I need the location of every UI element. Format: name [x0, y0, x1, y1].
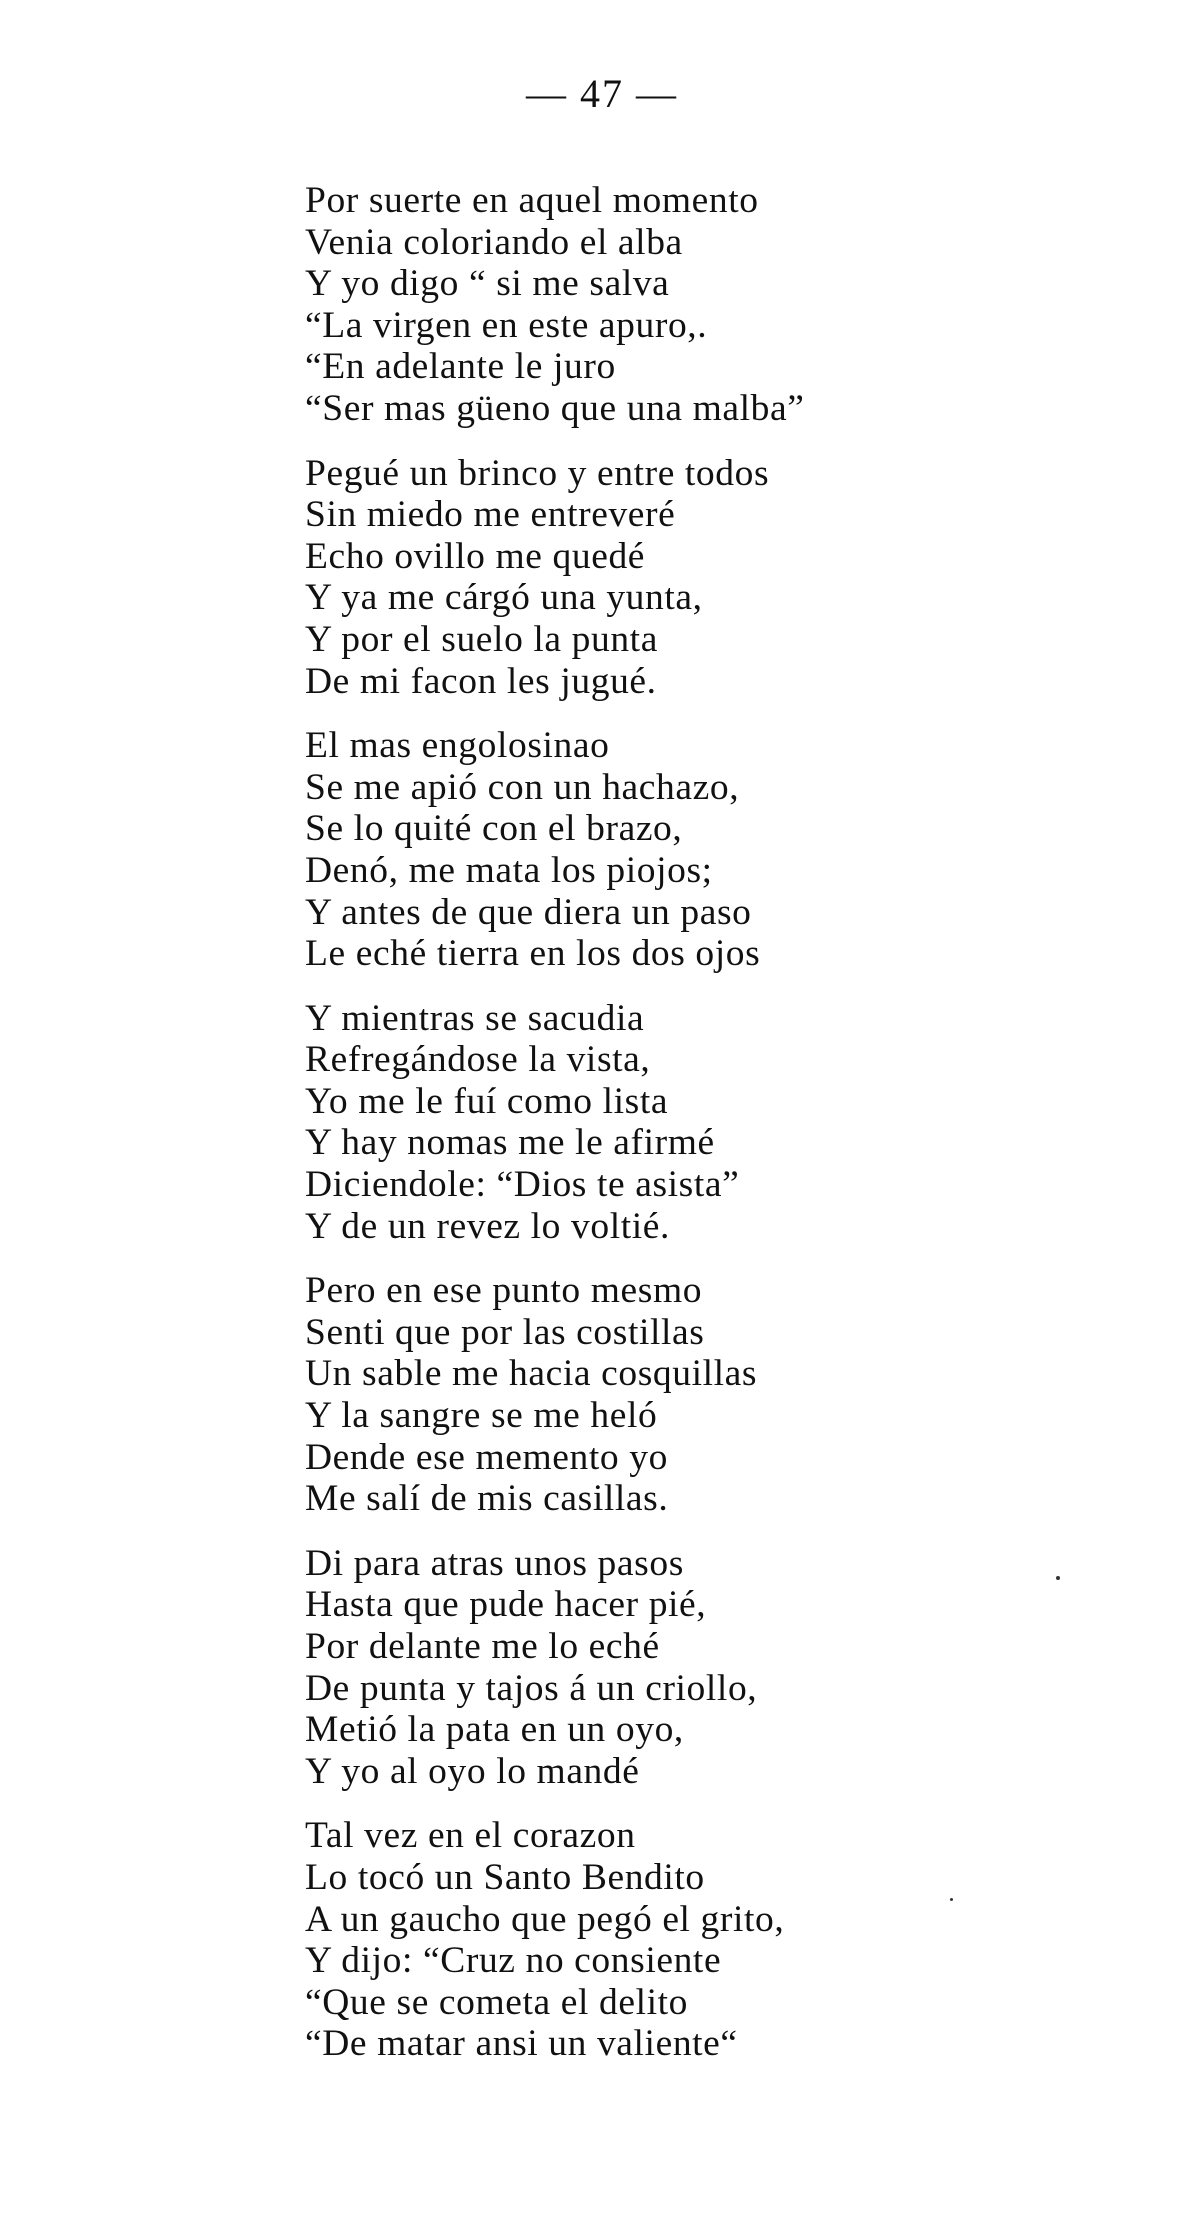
verse-line: Echo ovillo me quedé — [305, 535, 646, 577]
verse-line: Denó, me mata los piojos; — [305, 849, 713, 891]
verse-line: “En adelante le juro — [305, 346, 616, 388]
verse-line: “La virgen en este apuro,. — [305, 304, 708, 346]
verse-line: Y ya me cárgó una yunta, — [305, 577, 703, 619]
stanza — [305, 1815, 945, 2065]
verse-line: Hasta que pude hacer pié, — [305, 1584, 707, 1626]
verse-line: Sin miedo me entreveré — [305, 494, 676, 536]
verse-line: Le eché tierra en los dos ojos — [305, 933, 761, 975]
verse-line: Y yo al oyo lo mandé — [305, 1750, 640, 1792]
verse-line: Yo me le fuí como lista — [305, 1080, 669, 1122]
stanza — [305, 1270, 945, 1520]
stanza — [305, 453, 945, 703]
verse-line: Y dijo: “Cruz no consiente — [305, 1940, 722, 1982]
verse-line: Diciendole: “Dios te asista” — [305, 1164, 740, 1206]
verse-line: Di para atras unos pasos — [305, 1542, 684, 1584]
verse-line: Un sable me hacia cosquillas — [305, 1353, 758, 1395]
verse-line: El mas engolosinao — [305, 725, 610, 767]
verse-line: Senti que por las costillas — [305, 1311, 705, 1353]
print-speck — [950, 1898, 953, 1901]
stanza — [305, 180, 945, 430]
verse-line: “De matar ansi un valiente“ — [305, 2023, 738, 2065]
verse-line: Metió la pata en un oyo, — [305, 1709, 684, 1751]
verse-line: Por suerte en aquel momento — [305, 180, 759, 221]
verse-line: Pegué un brinco y entre todos — [305, 452, 770, 494]
verse-line: De punta y tajos á un criollo, — [305, 1667, 758, 1709]
verse-line: Pero en ese punto mesmo — [305, 1270, 703, 1312]
verse-line: Y la sangre se me heló — [305, 1395, 658, 1437]
verse-line: Y hay nomas me le afirmé — [305, 1122, 715, 1164]
page-number: — 47 — — [526, 71, 678, 116]
verse-line: Y antes de que diera un paso — [305, 891, 752, 933]
verse-line: Y por el suelo la punta — [305, 618, 658, 660]
verse-line: Y de un revez lo voltié. — [305, 1205, 670, 1247]
verse-line: Por delante me lo eché — [305, 1626, 660, 1667]
verse-line: “Ser mas güeno que una malba” — [305, 387, 805, 429]
stanza — [305, 725, 945, 975]
stanza — [305, 998, 945, 1248]
verse-line: Y mientras se sacudia — [305, 997, 645, 1039]
print-speck — [1056, 1576, 1060, 1580]
verse-line: Tal vez en el corazon — [305, 1815, 636, 1857]
verse-line: Lo tocó un Santo Bendito — [305, 1856, 705, 1898]
verse-line: Refregándose la vista, — [305, 1039, 651, 1081]
poem-body — [305, 180, 945, 2088]
verse-line: Y yo digo “ si me salva — [305, 263, 670, 305]
verse-line: Se lo quité con el brazo, — [305, 808, 683, 850]
verse-line: Me salí de mis casillas. — [305, 1478, 669, 1520]
verse-line: De mi facon les jugué. — [305, 660, 657, 702]
verse-line: Se me apió con un hachazo, — [305, 766, 740, 808]
verse-line: A un gaucho que pegó el grito, — [305, 1898, 785, 1940]
stanza — [305, 1543, 945, 1793]
verse-line: Dende ese memento yo — [305, 1436, 668, 1478]
verse-line: “Que se cometa el delito — [305, 1981, 688, 2023]
verse-line: Venia coloriando el alba — [305, 221, 683, 263]
